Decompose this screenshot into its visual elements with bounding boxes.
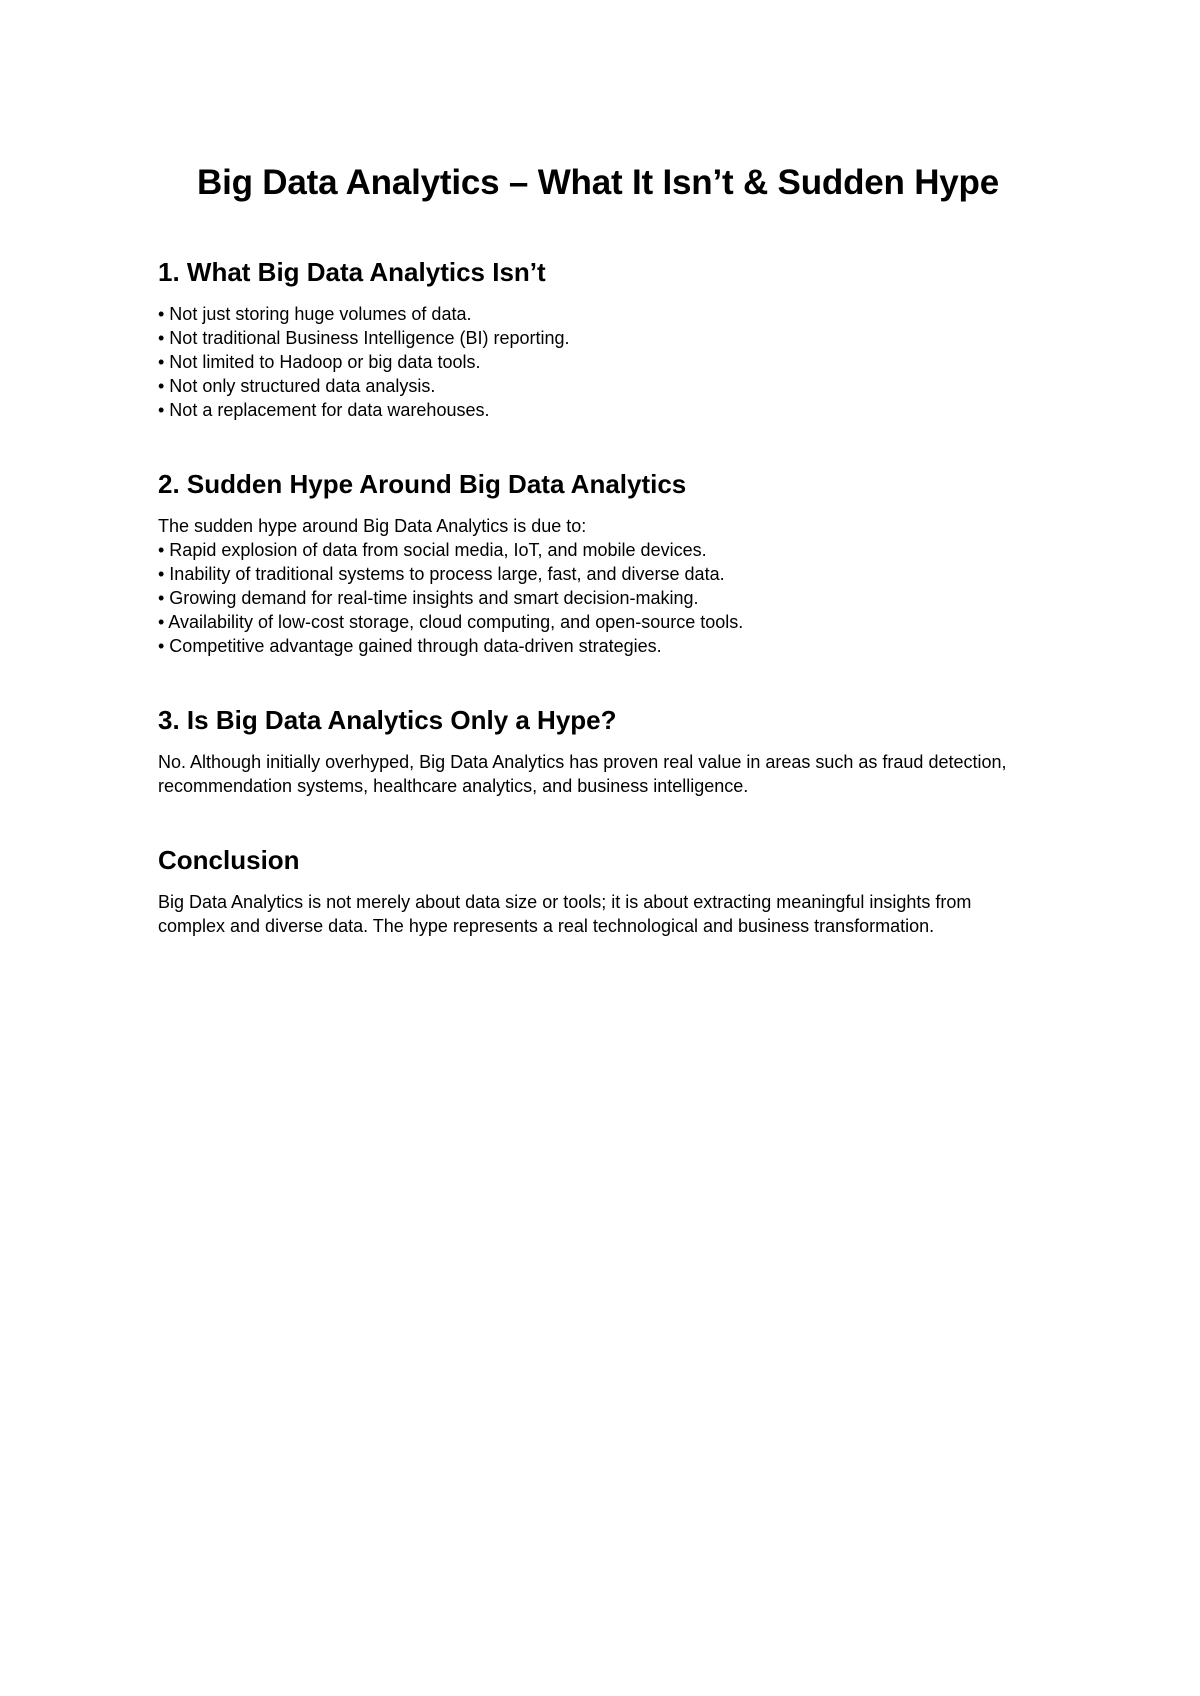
section-what-it-isnt bbox=[158, 254, 1038, 422]
list-item: • Inability of traditional systems to process large, fast, and diverse data. bbox=[158, 564, 725, 584]
list-item: • Not a replacement for data warehouses. bbox=[158, 400, 490, 420]
list-item: • Not just storing huge volumes of data. bbox=[158, 304, 472, 324]
section-heading: 3. Is Big Data Analytics Only a Hype? bbox=[158, 705, 617, 735]
list-item: • Availability of low-cost storage, cloud computing, and open-source tools. bbox=[158, 612, 744, 632]
section-body: Big Data Analytics is not merely about data size or tools; it is about extracting meaningful insights from complex and diverse data. The hype represents a real technological and business transformation. bbox=[158, 892, 972, 936]
section-heading: 1. What Big Data Analytics Isn’t bbox=[158, 257, 546, 287]
section-only-hype bbox=[158, 702, 1038, 798]
bullet-list bbox=[158, 538, 1038, 658]
section-body: No. Although initially overhyped, Big Data Analytics has proven real value in areas such as fraud detection, recommendation systems, healthcare analytics, and business intelligence. bbox=[158, 752, 1007, 796]
list-item: • Growing demand for real-time insights and smart decision-making. bbox=[158, 588, 699, 608]
bullet-list bbox=[158, 302, 1038, 422]
list-item: • Competitive advantage gained through data-driven strategies. bbox=[158, 636, 662, 656]
list-item: • Not only structured data analysis. bbox=[158, 376, 436, 396]
list-item: • Rapid explosion of data from social media, IoT, and mobile devices. bbox=[158, 540, 707, 560]
section-sudden-hype bbox=[158, 466, 1038, 658]
section-intro: The sudden hype around Big Data Analytics is due to: bbox=[158, 516, 587, 536]
document-content bbox=[158, 158, 1038, 938]
list-item: • Not traditional Business Intelligence (BI) reporting. bbox=[158, 328, 570, 348]
list-item: • Not limited to Hadoop or big data tools. bbox=[158, 352, 481, 372]
section-conclusion bbox=[158, 842, 1038, 938]
document-title: Big Data Analytics – What It Isn’t & Sudden Hype bbox=[197, 163, 999, 202]
section-heading: Conclusion bbox=[158, 845, 300, 875]
section-heading: 2. Sudden Hype Around Big Data Analytics bbox=[158, 469, 687, 499]
